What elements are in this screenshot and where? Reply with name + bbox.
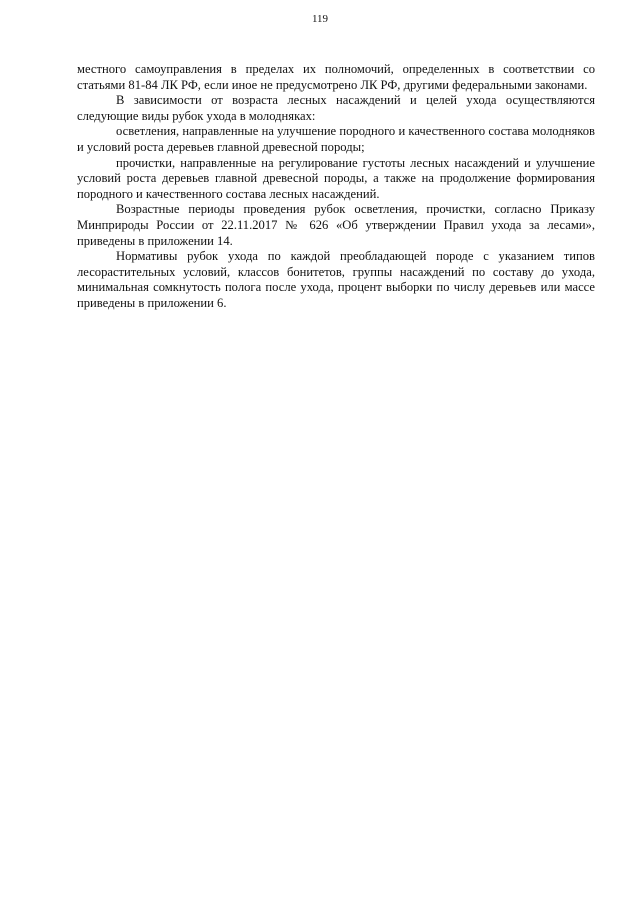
paragraph-thinning-norms: Нормативы рубок ухода по каждой преобладающей породе с указанием типов лесорастительных условий, классов бонитетов, группы насаждений по составу до ухода, минимальная сомкнутость полога после ухода, процент выборки по числу деревьев или массе приведены в приложении 6. — [77, 249, 595, 310]
document-body — [77, 62, 595, 312]
paragraph-cleaning: прочистки, направленные на регулирование густоты лесных насаждений и улучшение условий роста деревьев главной древесной породы, а также на продолжение формирования породного и качественного состава лесных насаждений. — [77, 155, 595, 201]
paragraph-continuation: местного самоуправления в пределах их полномочий, определенных в соответствии со статьями 81-84 ЛК РФ, если иное не предусмотрено ЛК РФ, другими федеральными законами. — [77, 62, 595, 92]
paragraph-clearing: осветления, направленные на улучшение породного и качественного состава молодняков и условий роста деревьев главной древесной породы; — [77, 124, 595, 154]
page-number: 119 — [311, 13, 329, 25]
paragraph-age-periods: Возрастные периоды проведения рубок осветления, прочистки, согласно Приказу Минприроды России от 22.11.2017 № 626 «Об утверждении Правил ухода за лесами», приведены в приложении 14. — [77, 202, 595, 248]
paragraph-thinning-types-intro: В зависимости от возраста лесных насаждений и целей ухода осуществляются следующие виды рубок ухода в молодняках: — [77, 93, 595, 123]
